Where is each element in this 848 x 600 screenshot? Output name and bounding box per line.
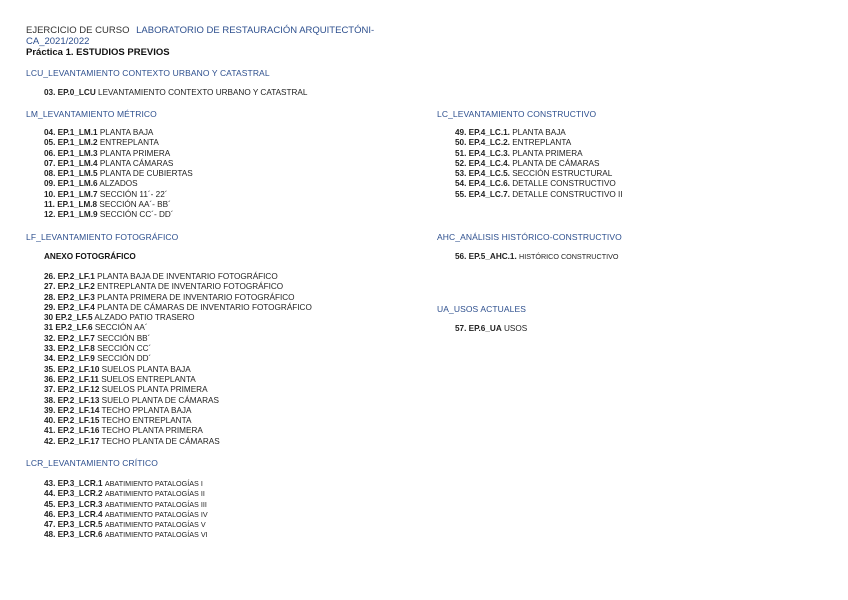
list-item: 42. EP.2_LF.17 TECHO PLANTA DE CÁMARAS [44,436,220,446]
section-title-ahc: AHC_ANÁLISIS HISTÓRICO-CONSTRUCTIVO [437,232,622,242]
list-lm [44,128,193,221]
header-practice-title: Práctica 1. ESTUDIOS PREVIOS [26,47,170,58]
list-item: 44. EP.3_LCR.2 ABATIMIENTO PATALOGÍAS II [44,489,205,499]
list-item: 37. EP.2_LF.12 SUELOS PLANTA PRIMERA [44,385,208,395]
list-item: 41. EP.2_LF.16 TECHO PLANTA PRIMERA [44,426,203,436]
section-title-lc: LC_LEVANTAMIENTO CONSTRUCTIVO [437,109,597,119]
list-item: 55. EP.4_LC.7. DETALLE CONSTRUCTIVO II [455,189,623,199]
list-item: 47. EP.3_LCR.5 ABATIMIENTO PATALOGÍAS V [44,520,206,530]
list-item: 28. EP.2_LF.3 PLANTA PRIMERA DE INVENTARIO FOTOGRÁFICO [44,292,295,302]
section-title-lm: LM_LEVANTAMIENTO MÉTRICO [26,109,157,119]
list-item: 07. EP.1_LM.4 PLANTA CÁMARAS [44,158,174,168]
section-title-ua: UA_USOS ACTUALES [437,304,526,314]
list-item: 27. EP.2_LF.2 ENTREPLANTA DE INVENTARIO FOTOGRÁFICO [44,282,284,292]
list-item: 32. EP.2_LF.7 SECCIÓN BB´ [44,333,151,343]
list-lc [455,128,623,200]
section-title-lf: LF_LEVANTAMIENTO FOTOGRÁFICO [26,232,179,242]
list-item: 53. EP.4_LC.5. SECCIÓN ESTRUCTURAL [455,169,613,179]
list-item: 34. EP.2_LF.9 SECCIÓN DD´ [44,354,152,364]
list-item: 54. EP.4_LC.6. DETALLE CONSTRUCTIVO [455,179,616,189]
list-item: 26. EP.2_LF.1 PLANTA BAJA DE INVENTARIO FOTOGRÁFICO [44,272,278,281]
list-item: 08. EP.1_LM.5 PLANTA DE CUBIERTAS [44,169,193,179]
list-ua [455,324,527,334]
list-item: 11. EP.1_LM.8 SECCIÓN AA´- BB´ [44,200,171,210]
list-lf [44,272,312,447]
list-item: 56. EP.5_AHC.1. HISTÓRICO CONSTRUCTIVO [455,252,619,261]
list-item: 52. EP.4_LC.4. PLANTA DE CÁMARAS [455,158,600,168]
list-item: 31 EP.2_LF.6 SECCIÓN AA´ [44,323,148,333]
list-item: 04. EP.1_LM.1 PLANTA BAJA [44,128,154,137]
list-ahc [455,252,618,262]
list-item: 43. EP.3_LCR.1 ABATIMIENTO PATALOGÍAS I [44,479,203,488]
list-item: 06. EP.1_LM.3 PLANTA PRIMERA [44,148,171,158]
header-prefix: EJERCICIO DE CURSO [26,25,130,36]
list-item: 10. EP.1_LM.7 SECCIÓN 11´- 22´ [44,189,168,199]
list-item: 35. EP.2_LF.10 SUELOS PLANTA BAJA [44,364,191,374]
list-item: 49. EP.4_LC.1. PLANTA BAJA [455,128,566,137]
header-course-year: CA_2021/2022 [26,36,90,47]
list-item: 46. EP.3_LCR.4 ABATIMIENTO PATALOGÍAS IV [44,509,208,519]
section-title-lcu: LCU_LEVANTAMIENTO CONTEXTO URBANO Y CATASTRAL [26,68,270,78]
list-item: 03. EP.0_LCU LEVANTAMIENTO CONTEXTO URBANO Y CATASTRAL [44,88,308,97]
list-item: 05. EP.1_LM.2 ENTREPLANTA [44,138,159,148]
list-item: 50. EP.4_LC.2. ENTREPLANTA [455,138,572,148]
list-item: 48. EP.3_LCR.6 ABATIMIENTO PATALOGÍAS VI [44,530,208,540]
list-item: 12. EP.1_LM.9 SECCIÓN CC´- DD´ [44,210,174,220]
list-item: 51. EP.4_LC.3. PLANTA PRIMERA [455,148,583,158]
list-item: 30 EP.2_LF.5 ALZADO PATIO TRASERO [44,313,195,323]
list-item: 45. EP.3_LCR.3 ABATIMIENTO PATALOGÍAS III [44,499,207,509]
list-lcr [44,479,208,541]
list-item: 09. EP.1_LM.6 ALZADOS [44,179,138,189]
header-title: LABORATORIO DE RESTAURACIÓN ARQUITECTÓNI- [136,25,375,36]
document-header [26,25,374,58]
list-lcu [44,88,307,98]
list-item: 40. EP.2_LF.15 TECHO ENTREPLANTA [44,416,192,426]
list-item: 57. EP.6_UA USOS [455,324,528,333]
section-title-lcr: LCR_LEVANTAMIENTO CRÍTICO [26,458,158,468]
section-subtitle-lf: ANEXO FOTOGRÁFICO [44,252,136,261]
list-item: 29. EP.2_LF.4 PLANTA DE CÁMARAS DE INVENTARIO FOTOGRÁFICO [44,302,312,312]
list-item: 33. EP.2_LF.8 SECCIÓN CC´ [44,344,152,354]
list-item: 38. EP.2_LF.13 SUELO PLANTA DE CÁMARAS [44,395,219,405]
list-item: 39. EP.2_LF.14 TECHO PPLANTA BAJA [44,405,192,415]
list-item: 36. EP.2_LF.11 SUELOS ENTREPLANTA [44,374,196,384]
